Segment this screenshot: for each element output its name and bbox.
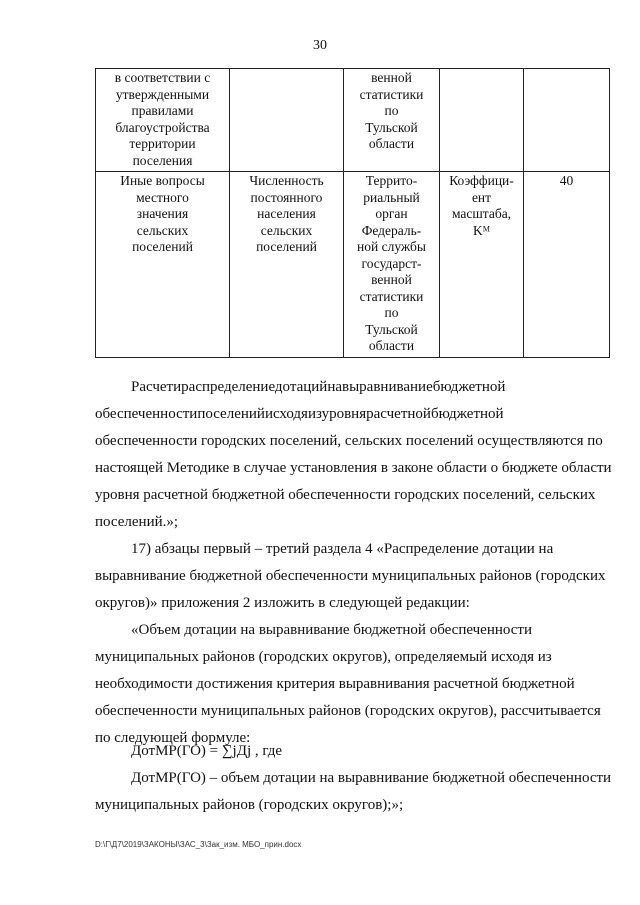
allocation-table — [95, 68, 610, 358]
table-cell: Террито- риальный орган Федераль- ной службы государст- венной статистики по Тульской области — [344, 172, 440, 358]
formula: ДотМР(ГО) = ∑jДj , где — [131, 743, 283, 759]
paragraph-amendment-17: 17) абзацы первый – третий раздела 4 «Распределение дотации на выравнивание бюджетной обеспеченности муниципальных районов (городских округов)» приложения 2 изложить в следующей редакции: — [95, 541, 606, 611]
table-cell: 40 — [524, 172, 610, 358]
table-cell: венной статистики по Тульской области — [344, 69, 440, 172]
file-path-footer: D:\Г\Д7\2019\ЗАКОНЫ\ЗАС_3\Зак_изм. МБО_прин.docx — [95, 840, 302, 849]
table-cell — [440, 69, 524, 172]
table-row — [96, 69, 610, 172]
paragraph-subsidy-volume: «Объем дотации на выравнивание бюджетной обеспеченности муниципальных районов (городских округов), определяемый исходя из необходимости достижения критерия выравнивания расчетной бюджетной обеспеченности муниципальных районов (городских округов), рассчитывается по следующей формуле: — [95, 622, 601, 746]
table-cell: в соответствии с утвержденными правилами благоустройства территории поселения — [96, 69, 230, 172]
paragraph-calculation: Расчетираспределениедотацийнавыравниваниебюджетной обеспеченностипоселенийисходяизуровнярасчетнойбюджетной обеспеченности городских поселений, сельских поселений осуществляются по настоящей Методике в случае установления в законе области о бюджете области уровня расчетной бюджетной обеспеченности городских поселений, сельских поселений.»; — [95, 379, 612, 530]
table-cell — [524, 69, 610, 172]
table-cell — [230, 69, 344, 172]
table-cell: Коэффици- ент масштаба, Kᴹ — [440, 172, 524, 358]
table-row — [96, 172, 610, 358]
table-cell: Иные вопросы местного значения сельских поселений — [96, 172, 230, 358]
paragraph-definition: ДотМР(ГО) – объем дотации на выравнивание бюджетной обеспеченности муниципальных районов (городских округов);»; — [95, 770, 612, 813]
page-number: 30 — [313, 38, 327, 53]
table-cell: Численность постоянного населения сельских поселений — [230, 172, 344, 358]
